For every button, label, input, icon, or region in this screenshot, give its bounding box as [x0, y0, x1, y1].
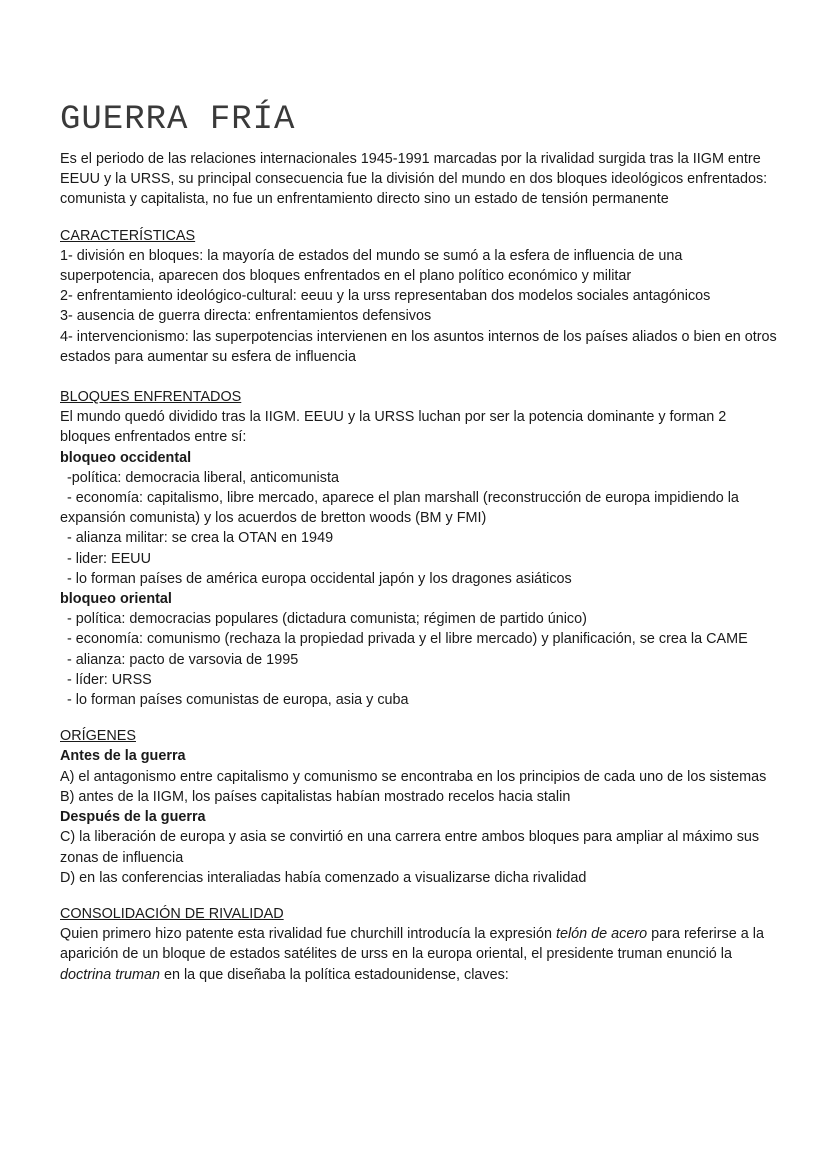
list-item: -política: democracia liberal, anticomunista — [67, 469, 339, 486]
intro-paragraph: Es el periodo de las relaciones internacionales 1945-1991 marcadas por la rivalidad surgida tras la IIGM entre EEUU y la URSS, su principal consecuencia fue la división del mundo en dos bloques ideológicos enfrentados: comunista y capitalista, no fue un enfrentamiento directo sino un estado de tensión permanente — [60, 151, 768, 208]
list-item: - economía: capitalismo, libre mercado, aparece el plan marshall (reconstrucción de europa impidiendo la expansión comunista) y los acuerdos de bretton woods (BM y FMI) — [60, 490, 739, 527]
list-item: 4- intervencionismo: las superpotencias intervienen en los asuntos internos de los países aliados o bien en otros estados para aumentar su esfera de influencia — [60, 328, 777, 365]
list-item: 2- enfrentamiento ideológico-cultural: eeuu y la urss representaban dos modelos sociales antagónicos — [60, 288, 711, 305]
list-item: 3- ausencia de guerra directa: enfrentamientos defensivos — [60, 308, 432, 325]
section-heading-origenes: ORÍGENES — [60, 728, 136, 745]
list-item: B) antes de la IIGM, los países capitalistas habían mostrado recelos hacia stalin — [60, 788, 571, 805]
subheading-antes: Antes de la guerra — [60, 748, 186, 765]
page-title: GUERRA FRÍA — [60, 101, 296, 139]
list-item: - lo forman países comunistas de europa, asia y cuba — [67, 692, 409, 709]
list-item: A) el antagonismo entre capitalismo y comunismo se encontraba en los principios de cada uno de los sistemas — [60, 768, 767, 785]
text-run: para referirse a la aparición de un bloque de estados satélites de urss en la europa oriental, el presidente truman enunció la — [60, 926, 764, 963]
list-item: - lo forman países de américa europa occidental japón y los dragones asiáticos — [67, 570, 572, 587]
subheading-despues: Después de la guerra — [60, 809, 206, 826]
emphasis-doctrina-truman: doctrina truman — [60, 966, 160, 983]
section-heading-bloques: BLOQUES ENFRENTADOS — [60, 389, 242, 406]
emphasis-telon-de-acero: telón de acero — [555, 926, 648, 943]
text-run: en la que diseñaba la política estadounidense, claves: — [159, 966, 509, 983]
list-item: - economía: comunismo (rechaza la propiedad privada y el libre mercado) y planificación, se crea la CAME — [67, 631, 748, 648]
list-item: - alianza militar: se crea la OTAN en 1949 — [67, 530, 334, 547]
list-item: 1- división en bloques: la mayoría de estados del mundo se sumó a la esfera de influencia de una superpotencia, aparecen dos bloques enfrentados en el plano político económico y militar — [60, 247, 683, 285]
section-heading-caracteristicas: CARACTERÍSTICAS — [60, 227, 196, 244]
document-page — [60, 100, 780, 985]
list-item: - alianza: pacto de varsovia de 1995 — [67, 651, 299, 668]
text-run: Quien primero hizo patente esta rivalidad fue churchill introducía la expresión — [60, 926, 556, 943]
section-heading-consolidacion: CONSOLIDACIÓN DE RIVALIDAD — [60, 905, 284, 922]
list-item: - política: democracias populares (dictadura comunista; régimen de partido único) — [67, 611, 587, 628]
bloques-intro: El mundo quedó dividido tras la IIGM. EEUU y la URSS luchan por ser la potencia dominante y forman 2 bloques enfrentados entre sí: — [60, 409, 727, 446]
list-item: - lider: EEUU — [67, 550, 151, 567]
list-item: - líder: URSS — [67, 671, 152, 688]
list-item: C) la liberación de europa y asia se convirtió en una carrera entre ambos bloques para ampliar al máximo sus zonas de influencia — [60, 829, 760, 866]
subheading-occidental: bloqueo occidental — [60, 449, 192, 466]
consolidacion-paragraph — [60, 924, 780, 985]
subheading-oriental: bloqueo oriental — [60, 591, 172, 608]
list-item: D) en las conferencias interaliadas había comenzado a visualizarse dicha rivalidad — [60, 869, 587, 886]
